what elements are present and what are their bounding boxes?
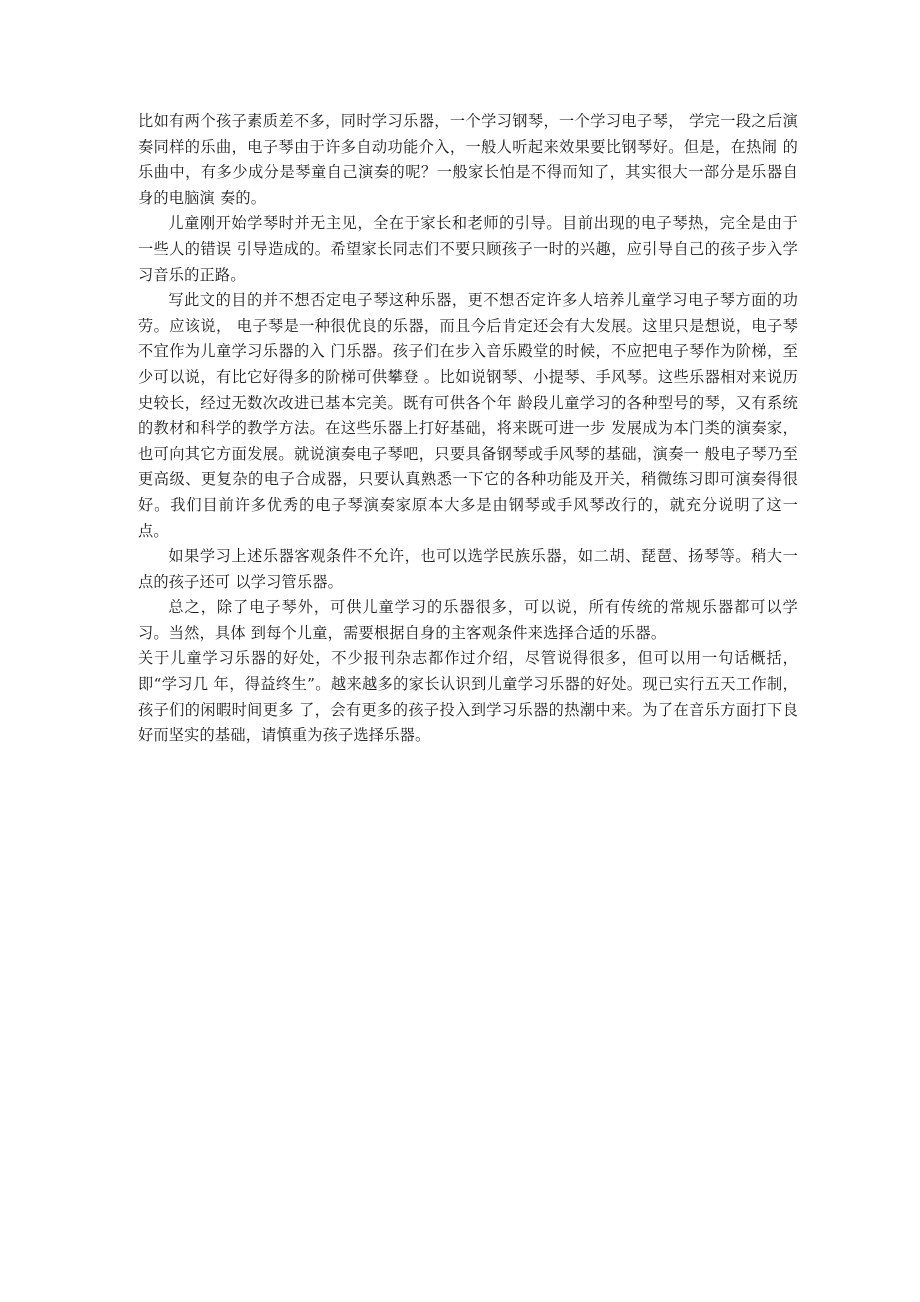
paragraph-2: 儿童刚开始学琴时并无主见，全在于家长和老师的引导。目前出现的电子琴热，完全是由于一些人的错误 引导造成的。希望家长同志们不要只顾孩子一时的兴趣，应引导自己的孩子步入学习音乐的正路。 xyxy=(138,214,798,284)
document-body xyxy=(138,109,798,749)
paragraph-5: 总之，除了电子琴外，可供儿童学习的乐器很多，可以说，所有传统的常规乐器都可以学习。当然，具体 到每个儿童，需要根据自身的主客观条件来选择合适的乐器。 xyxy=(138,598,798,642)
paragraph-4: 如果学习上述乐器客观条件不允许，也可以选学民族乐器，如二胡、琵琶、扬琴等。稍大一点的孩子还可 以学习管乐器。 xyxy=(138,547,798,591)
paragraph-3: 写此文的目的并不想否定电子琴这种乐器，更不想否定许多人培养儿童学习电子琴方面的功劳。应该说， 电子琴是一种很优良的乐器，而且今后肯定还会有大发展。这里只是想说，电子琴不宜作为儿童学习乐器的入 门乐器。孩子们在步入音乐殿堂的时候，不应把电子琴作为阶梯，至少可以说，有比它好得多的阶梯可供攀登 。比如说钢琴、小提琴、手风琴。这些乐器相对来说历史较长，经过无数次改进已基本完美。既有可供各个年 龄段儿童学习的各种型号的琴，又有系统的教材和科学的教学方法。在这些乐器上打好基础，将来既可进一步 发展成为本门类的演奏家，也可向其它方面发展。就说演奏电子琴吧，只要具备钢琴或手风琴的基础，演奏一 般电子琴乃至更高级、更复杂的电子合成器，只要认真熟悉一下它的各种功能及开关，稍微练习即可演奏得很 好。我们目前许多优秀的电子琴演奏家原本大多是由钢琴或手风琴改行的，就充分说明了这一点。 xyxy=(138,291,798,540)
paragraph-1: 比如有两个孩子素质差不多，同时学习乐器，一个学习钢琴，一个学习电子琴， 学完一段之后演奏同样的乐曲，电子琴由于许多自动功能介入，一般人听起来效果要比钢琴好。但是，在热闹 的乐曲中，有多少成分是琴童自己演奏的呢？一般家长怕是不得而知了，其实很大一部分是乐器自身的电脑演 奏的。 xyxy=(138,112,798,207)
paragraph-6: 关于儿童学习乐器的好处，不少报刊杂志都作过介绍，尽管说得很多，但可以用一句话概括，即“学习几 年，得益终生”。越来越多的家长认识到儿童学习乐器的好处。现已实行五天工作制，孩子们的闲暇时间更多 了，会有更多的孩子投入到学习乐器的热潮中来。为了在音乐方面打下良好而坚实的基础，请慎重为孩子选择乐器。 xyxy=(138,649,798,745)
